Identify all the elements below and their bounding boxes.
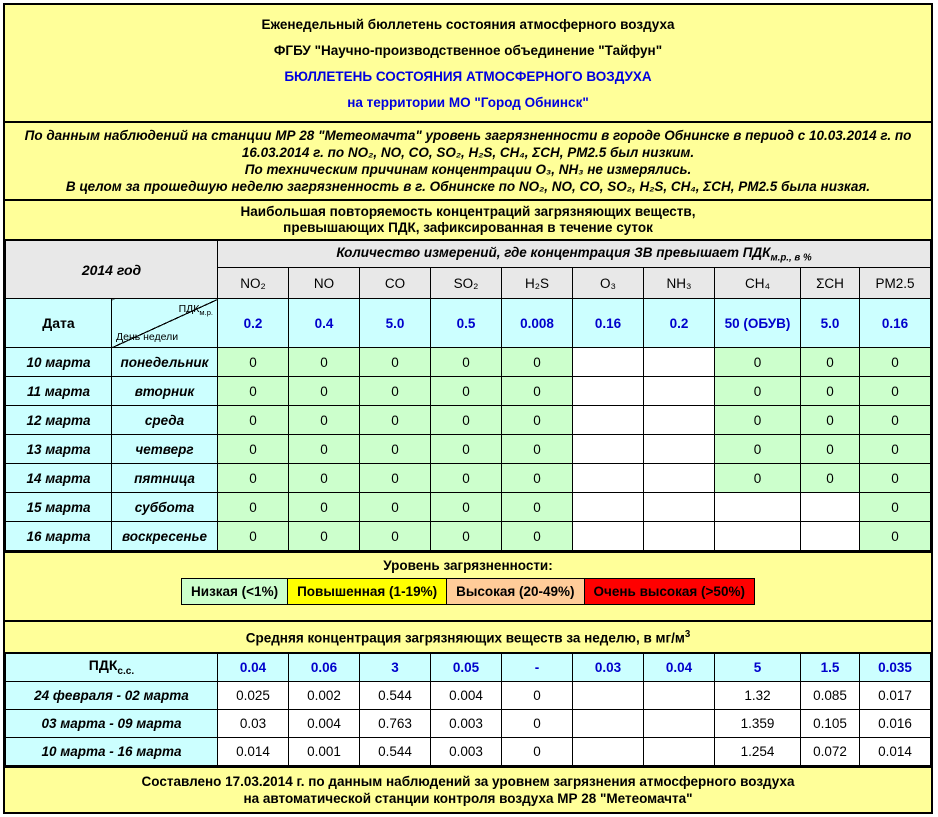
value-cell: 0: [431, 377, 502, 406]
header: [5, 5, 931, 123]
exceedance-table-title-line2: превышающих ПДК, зафиксированная в течение суток: [283, 220, 653, 235]
table-row: [6, 377, 931, 406]
value-cell: 0.014: [218, 737, 289, 765]
value-cell: 0: [860, 493, 931, 522]
value-cell: 0.016: [860, 709, 931, 737]
value-cell: 0: [360, 377, 431, 406]
value-cell: 0: [360, 464, 431, 493]
value-cell: 0: [715, 435, 801, 464]
value-cell: 0: [502, 681, 573, 709]
table-row: [6, 464, 931, 493]
empty-cell: [801, 522, 860, 551]
exceedance-table: [5, 240, 931, 551]
value-cell: 0: [360, 435, 431, 464]
empty-cell: [644, 377, 715, 406]
value-cell: 0: [218, 522, 289, 551]
column-header-so2: SO₂: [431, 268, 502, 299]
value-cell: 0: [860, 406, 931, 435]
empty-cell: [801, 493, 860, 522]
column-header-pm25: PM2.5: [860, 268, 931, 299]
footer: [5, 766, 931, 812]
value-cell: 0.03: [218, 709, 289, 737]
date-cell: 14 марта: [6, 464, 112, 493]
pdk-ss-value: 5: [715, 653, 801, 681]
bulletin-title: БЮЛЛЕТЕНЬ СОСТОЯНИЯ АТМОСФЕРНОГО ВОЗДУХА: [284, 69, 652, 84]
day-cell: среда: [112, 406, 218, 435]
pdk-ss-value: 1.5: [801, 653, 860, 681]
date-cell: 15 марта: [6, 493, 112, 522]
value-cell: 0.014: [860, 737, 931, 765]
value-cell: 0.105: [801, 709, 860, 737]
value-cell: 0: [289, 435, 360, 464]
value-cell: 0: [431, 435, 502, 464]
value-cell: 0: [431, 522, 502, 551]
value-cell: 0: [502, 737, 573, 765]
territory-title: на территории МО "Город Обнинск": [347, 95, 589, 110]
pdk-ss-label: $ПДК_{с.с.}$: [6, 653, 218, 681]
value-cell: 0.072: [801, 737, 860, 765]
day-cell: вторник: [112, 377, 218, 406]
value-cell: 0: [801, 464, 860, 493]
empty-cell: [644, 464, 715, 493]
value-cell: 0: [502, 377, 573, 406]
empty-cell: [573, 377, 644, 406]
pdk-mr-label: $ПДК_{м.р.}$: [178, 303, 213, 318]
column-header-no2: NO₂: [218, 268, 289, 299]
empty-cell: [573, 348, 644, 377]
value-cell: 0: [801, 406, 860, 435]
value-cell: 0.025: [218, 681, 289, 709]
summary-paragraph-1: По данным наблюдений на станции МР 28 "Метеомачта" уровень загрязненности в городе Обнинске в период с 10.03.2014 г. по 16.03.2014 г. по NO₂, NO, CO, SO₂, H₂S, CH₄, ΣCH, PM2.5 был низким.: [24, 128, 912, 160]
value-cell: 0: [801, 435, 860, 464]
column-header-h2s: H₂S: [502, 268, 573, 299]
column-header-o3: O₃: [573, 268, 644, 299]
organization-name: ФГБУ "Научно-производственное объединение "Тайфун": [273, 43, 663, 58]
value-cell: 0: [289, 406, 360, 435]
pdk-ss-value: 0.035: [860, 653, 931, 681]
pdk-ss-value: 0.04: [218, 653, 289, 681]
value-cell: 0.002: [289, 681, 360, 709]
table1-header-row-1: [6, 241, 931, 268]
footer-line1: Составлено 17.03.2014 г. по данным наблюдений за уровнем загрязнения атмосферного воздуха: [141, 773, 795, 789]
value-cell: 0: [289, 522, 360, 551]
empty-cell: [573, 464, 644, 493]
value-cell: 0: [502, 435, 573, 464]
pdk-value: 0.16: [573, 299, 644, 348]
period-cell: 24 февраля - 02 марта: [6, 681, 218, 709]
value-cell: 0: [289, 493, 360, 522]
empty-cell: [573, 435, 644, 464]
value-cell: 0: [431, 406, 502, 435]
value-cell: 1.32: [715, 681, 801, 709]
value-cell: 0.544: [360, 737, 431, 765]
value-cell: 0: [218, 464, 289, 493]
day-cell: воскресенье: [112, 522, 218, 551]
value-cell: 0: [502, 709, 573, 737]
empty-cell: [644, 709, 715, 737]
diagonal-header-cell: [112, 299, 218, 348]
value-cell: 0.003: [431, 737, 502, 765]
value-cell: 0: [218, 435, 289, 464]
value-cell: 0: [218, 406, 289, 435]
value-cell: 0.004: [431, 681, 502, 709]
avg-concentration-table: [5, 653, 931, 766]
value-cell: 0: [801, 348, 860, 377]
value-cell: 0: [289, 377, 360, 406]
value-cell: 0.001: [289, 737, 360, 765]
legend-item-elevated: Повышенная (1-19%): [287, 578, 447, 605]
pdk-ss-value: 3: [360, 653, 431, 681]
column-header-no: NO: [289, 268, 360, 299]
value-cell: 0: [801, 377, 860, 406]
legend-item-high: Высокая (20-49%): [446, 578, 584, 605]
avg-concentration-title: Средняя концентрация загрязняющих веществ за неделю, в $мг/м^3$: [5, 620, 931, 653]
legend-item-low: Низкая (<1%): [181, 578, 288, 605]
value-cell: 0: [431, 348, 502, 377]
value-cell: 0: [360, 522, 431, 551]
pdk-mr-row: [6, 299, 931, 348]
pdk-ss-value: 0.06: [289, 653, 360, 681]
weekday-label: День недели: [116, 331, 179, 343]
empty-cell: [573, 681, 644, 709]
value-cell: 0: [860, 435, 931, 464]
table-row: [6, 709, 931, 737]
period-cell: 10 марта - 16 марта: [6, 737, 218, 765]
pdk-ss-row: [6, 653, 931, 681]
value-cell: 0: [289, 464, 360, 493]
value-cell: 0: [289, 348, 360, 377]
table-row: [6, 522, 931, 551]
value-cell: 1.359: [715, 709, 801, 737]
day-cell: суббота: [112, 493, 218, 522]
pollution-level-legend: [5, 551, 931, 620]
value-cell: 0.004: [289, 709, 360, 737]
legend-item-very-high: Очень высокая (>50%): [584, 578, 755, 605]
legend-title: Уровень загрязненности:: [383, 558, 553, 573]
value-cell: 0: [715, 464, 801, 493]
value-cell: 0.544: [360, 681, 431, 709]
value-cell: 0: [715, 348, 801, 377]
empty-cell: [644, 737, 715, 765]
pdk-ss-value: -: [502, 653, 573, 681]
date-cell: 11 марта: [6, 377, 112, 406]
value-cell: 1.254: [715, 737, 801, 765]
column-header-ch4: CH₄: [715, 268, 801, 299]
pdk-value: 5.0: [360, 299, 431, 348]
empty-cell: [644, 681, 715, 709]
value-cell: 0: [502, 464, 573, 493]
date-cell: 16 марта: [6, 522, 112, 551]
value-cell: 0: [431, 493, 502, 522]
measure-header: Количество измерений, где концентрация ЗВ превышает $ПДК_{м.р., в \%}$: [218, 241, 931, 268]
day-cell: пятница: [112, 464, 218, 493]
date-cell: 12 марта: [6, 406, 112, 435]
empty-cell: [644, 493, 715, 522]
pdk-ss-value: 0.03: [573, 653, 644, 681]
exceedance-table-title: [5, 201, 931, 240]
empty-cell: [573, 522, 644, 551]
value-cell: 0: [218, 493, 289, 522]
day-cell: четверг: [112, 435, 218, 464]
column-header-sch: ΣCH: [801, 268, 860, 299]
table-row: [6, 681, 931, 709]
pdk-value: 50 (ОБУВ): [715, 299, 801, 348]
table-row: [6, 493, 931, 522]
empty-cell: [573, 709, 644, 737]
value-cell: 0: [360, 493, 431, 522]
value-cell: 0: [860, 348, 931, 377]
legend-items: [5, 578, 931, 605]
pdk-ss-value: 0.04: [644, 653, 715, 681]
year-label: 2014 год: [6, 241, 218, 299]
value-cell: 0: [502, 348, 573, 377]
empty-cell: [573, 737, 644, 765]
empty-cell: [644, 348, 715, 377]
table-row: [6, 406, 931, 435]
column-header-nh3: NH₃: [644, 268, 715, 299]
summary-paragraph-2: По техническим причинам концентрации O₃, NH₃ не измерялись.: [244, 162, 692, 177]
bulletin-subtitle: Еженедельный бюллетень состояния атмосферного воздуха: [261, 17, 675, 32]
value-cell: 0: [715, 406, 801, 435]
pdk-value: 0.2: [644, 299, 715, 348]
empty-cell: [644, 406, 715, 435]
date-label: Дата: [6, 299, 112, 348]
day-cell: понедельник: [112, 348, 218, 377]
value-cell: 0: [218, 377, 289, 406]
period-cell: 03 марта - 09 марта: [6, 709, 218, 737]
empty-cell: [573, 493, 644, 522]
value-cell: 0: [502, 493, 573, 522]
table-row: [6, 737, 931, 765]
value-cell: 0: [502, 522, 573, 551]
exceedance-table-title-line1: Наибольшая повторяемость концентраций загрязняющих веществ,: [240, 204, 696, 219]
value-cell: 0.763: [360, 709, 431, 737]
empty-cell: [644, 522, 715, 551]
bulletin-page: [3, 3, 933, 814]
pdk-value: 0.2: [218, 299, 289, 348]
pdk-value: 0.4: [289, 299, 360, 348]
empty-cell: [715, 493, 801, 522]
empty-cell: [715, 522, 801, 551]
value-cell: 0: [360, 406, 431, 435]
value-cell: 0: [860, 464, 931, 493]
value-cell: 0: [431, 464, 502, 493]
table-row: [6, 348, 931, 377]
column-header-co: CO: [360, 268, 431, 299]
value-cell: 0.017: [860, 681, 931, 709]
value-cell: 0: [860, 522, 931, 551]
summary-paragraph-3: В целом за прошедшую неделю загрязненность в г. Обнинске по NO₂, NO, CO, SO₂, H₂S, CH₄, ΣCH, PM2.5 была низкая.: [65, 179, 871, 194]
footer-line2: на автоматической станции контроля воздуха МР 28 "Метеомачта": [243, 790, 693, 806]
date-cell: 13 марта: [6, 435, 112, 464]
summary-block: [5, 123, 931, 201]
pdk-value: 0.5: [431, 299, 502, 348]
value-cell: 0: [218, 348, 289, 377]
value-cell: 0: [502, 406, 573, 435]
date-cell: 10 марта: [6, 348, 112, 377]
value-cell: 0: [715, 377, 801, 406]
empty-cell: [573, 406, 644, 435]
pdk-ss-value: 0.05: [431, 653, 502, 681]
table-row: [6, 435, 931, 464]
empty-cell: [644, 435, 715, 464]
value-cell: 0: [360, 348, 431, 377]
value-cell: 0.085: [801, 681, 860, 709]
value-cell: 0.003: [431, 709, 502, 737]
value-cell: 0: [860, 377, 931, 406]
pdk-value: 5.0: [801, 299, 860, 348]
pdk-value: 0.008: [502, 299, 573, 348]
pdk-value: 0.16: [860, 299, 931, 348]
